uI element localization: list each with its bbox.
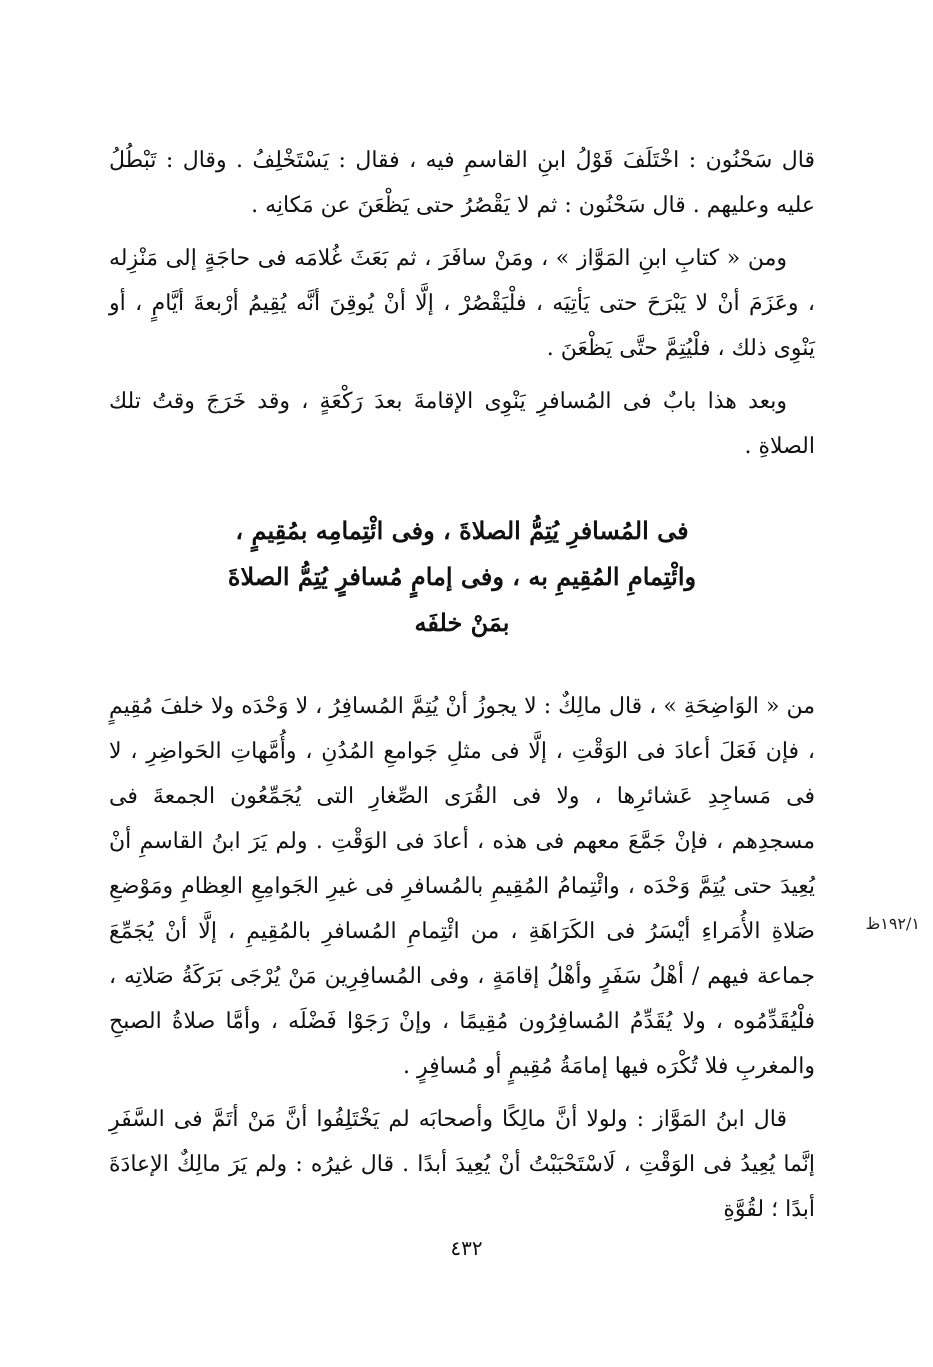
chapter-heading [109,508,815,646]
paragraph-sahnun: قال سَحْنُون : اخْتَلَفَ قَوْلُ ابنِ القاسمِ فيه ، فقال : يَسْتَخْلِفُ . وقال : تَبْطُلُ عليه وعليهم . قال سَحْنُون : ثم لا يَقْصُرُ حتى يَظْعَنَ عن مَكانِه . [109,148,815,218]
margin-folio-note: ١٩٢/١ظ [865,914,920,933]
top-text-block [109,138,815,477]
paragraph-ibn-almawwaz-2: قال ابنُ المَوَّاز : ولولا أنَّ مالِكًا وأصحابَه لم يَخْتَلِفُوا أنَّ مَنْ أتَمَّ فى السَّفَرِ إنَّما يُعِيدُ فى الوَقْتِ ، لَاسْتَحْبَبْتُ أنْ يُعِيدَ أبدًا . قال غيرُه : ولم يَرَ مالِكٌ الإعادَةَ أبدًا ؛ لقُوَّةِ [109,1107,815,1222]
paragraph-next-chapter: وبعد هذا بابٌ فى المُسافرِ يَنْوِى الإقامةَ بعدَ رَكْعَةٍ ، وقد خَرَجَ وقتُ تلك الصلاةِ . [109,389,815,459]
chapter-heading-line-2: وائْتِمامِ المُقِيمِ به ، وفى إمامٍ مُسافرٍ يُتِمُّ الصلاةَ [227,562,697,591]
main-text-block [109,684,815,1240]
page-number: ٤٣٢ [450,1236,483,1260]
paragraph-alwadiha: من « الوَاضِحَةِ » ، قال مالِكٌ : لا يجوزُ أنْ يُتِمَّ المُسافِرُ ، لا وَحْدَه ولا خلفَ مُقِيمٍ ، فإن فَعَلَ أعادَ فى الوَقْتِ ، إلَّا فى مثلِ جَوامعِ المُدُنِ ، وأُمَّهاتِ الحَواضِرِ ، لا فى مَساجِدِ عَشائرِها ، ولا فى القُرَى الصِّغارِ التى يُجَمِّعُون الجمعةَ فى مسجدِهم ، فإنْ جَمَّعَ معهم فى هذه ، أعادَ فى الوَقْتِ . ولم يَرَ ابنُ القاسمِ أنْ يُعِيدَ حتى يُتِمَّ وَحْدَه ، وائْتِمامُ المُقِيمِ بالمُسافرِ فى غيرِ الجَوامِعِ العِظامِ ومَوْضعِ صَلاةِ الأُمَراءِ أيْسَرُ فى الكَرَاهَةِ ، من ائْتِمامِ المُسافرِ بالمُقِيمِ ، إلَّا أنْ يُجَمِّعَ جماعة فيهم / أهْلُ سَفَرٍ وأهْلُ إقامَةٍ ، وفى المُسافِرِين مَنْ يُرْجَى بَرَكَةُ صَلاتِه ، فلْيُقَدِّمُوه ، ولا يُقَدِّمُ المُسافِرُون مُقِيمًا ، وإنْ رَجَوْا فَضْلَه ، وأمَّا صلاةُ الصبحِ والمغربِ فلا تُكْرَه فيها إمامَةُ مُقِيمٍ أو مُسافِرٍ . [109,694,815,1079]
chapter-heading-line-3: بمَنْ خلفَه [414,608,510,637]
paragraph-ibn-almawwaz: ومن « كتابِ ابنِ المَوَّاز » ، ومَنْ سافَرَ ، ثم بَعَثَ غُلامَه فى حاجَةٍ إلى مَنْزِله ، وعَزَمَ أنْ لا يَبْرَحَ حتى يَأتِيَه ، فلْيَقْصُرْ ، إلَّا أنْ يُوقِنَ أنَّه يُقِيمُ أرْبعةَ أيَّامٍ ، أو يَنْوِى ذلك ، فلْيُتِمَّ حتَّى يَظْعَنَ . [109,246,815,361]
chapter-heading-line-1: فى المُسافرِ يُتِمُّ الصلاةَ ، وفى ائْتِمامِه بمُقِيمٍ ، [235,516,689,545]
